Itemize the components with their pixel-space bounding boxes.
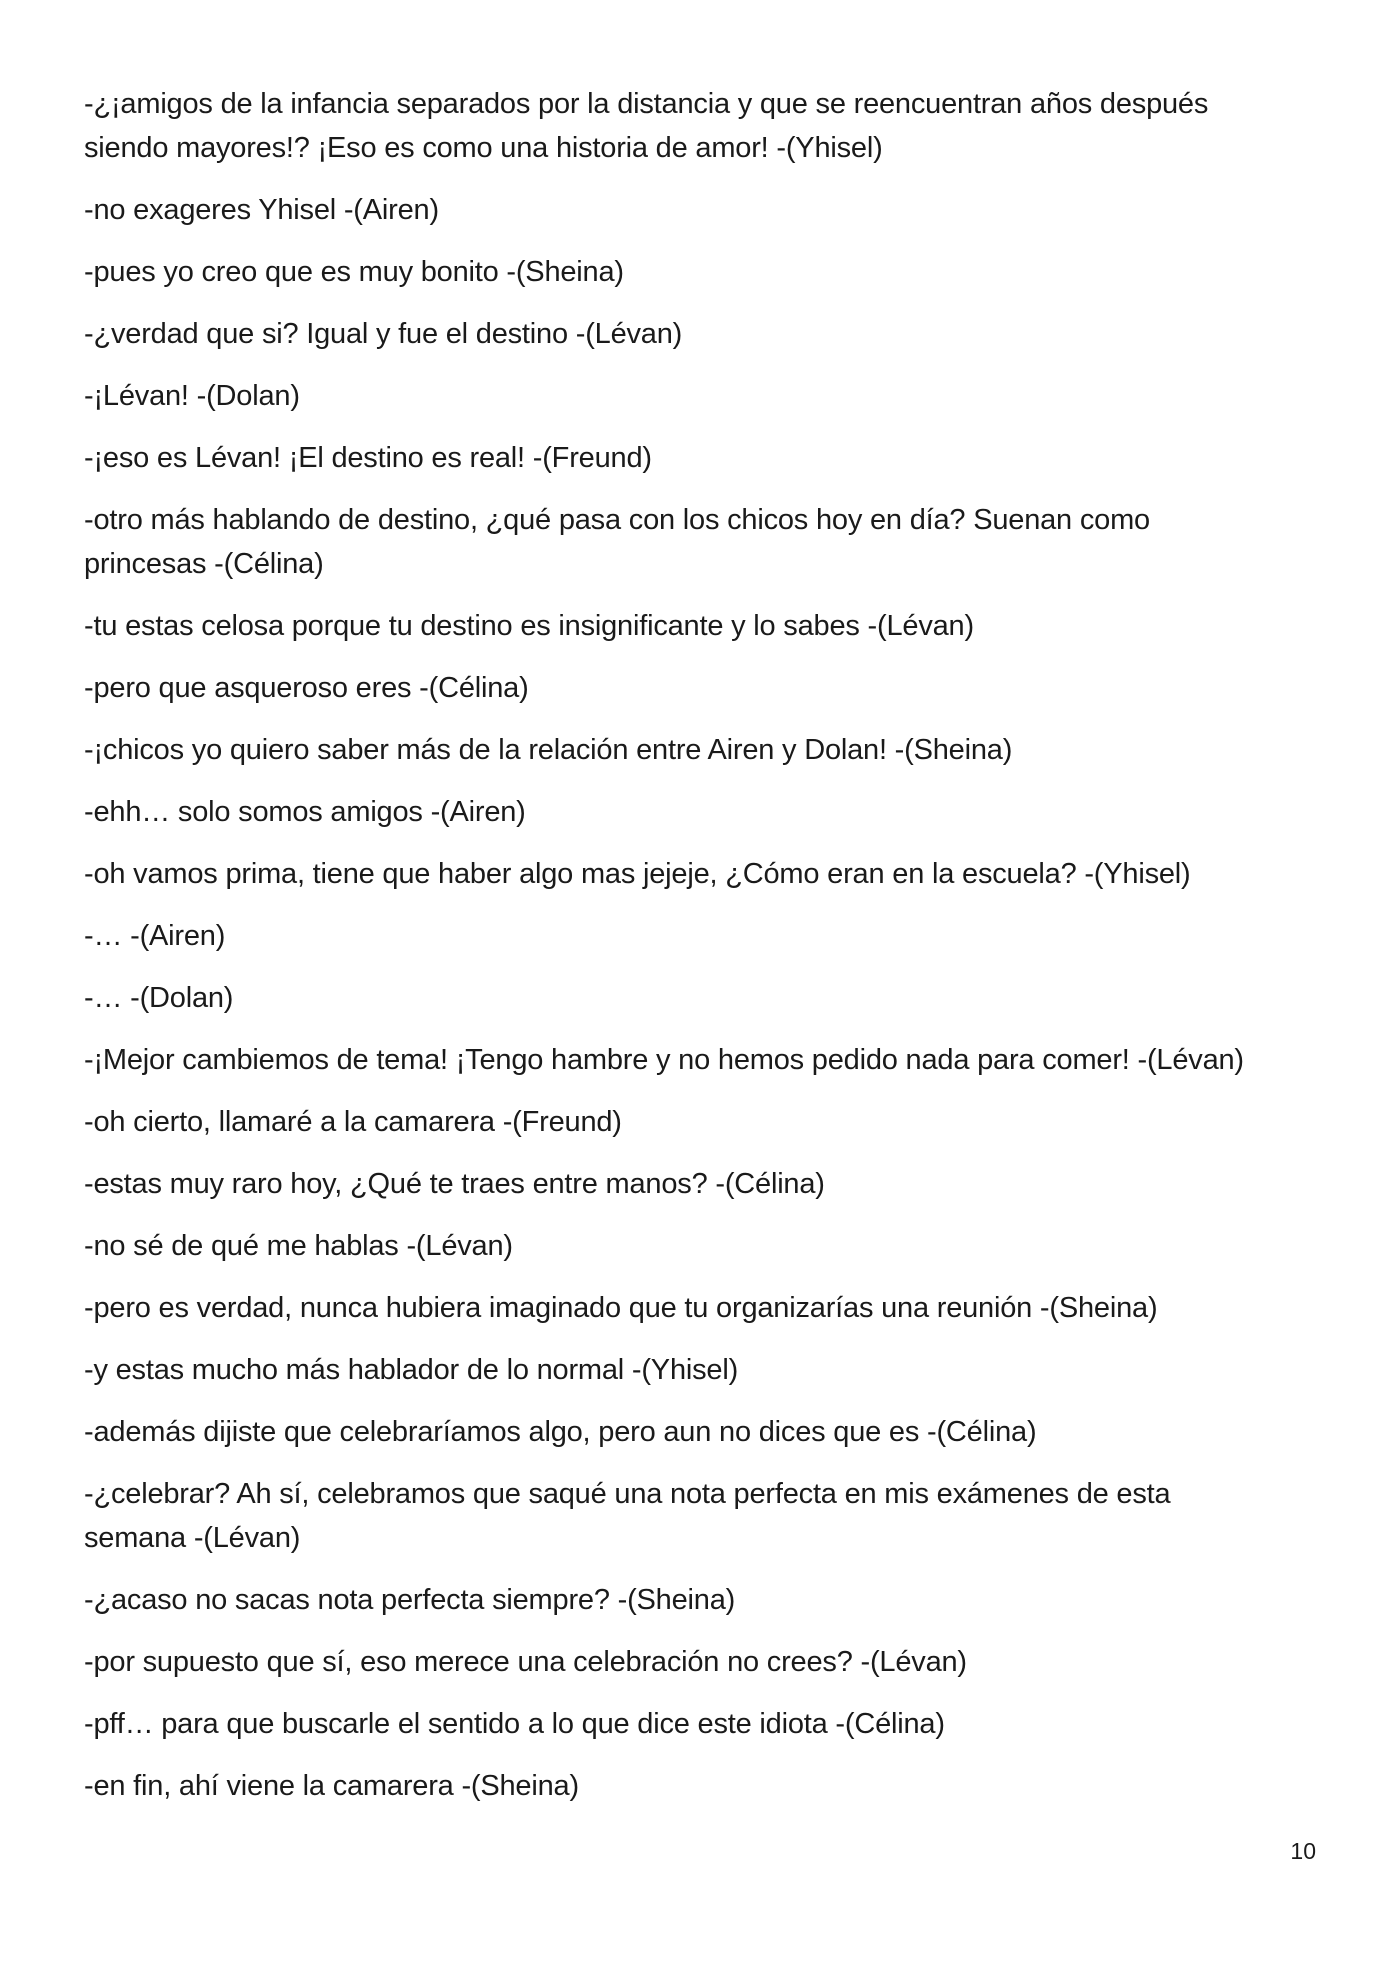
dialogue-line: -estas muy raro hoy, ¿Qué te traes entre manos? -(Célina) — [84, 1168, 825, 1200]
dialogue-line: -oh cierto, llamaré a la camarera -(Freund) — [84, 1106, 622, 1138]
dialogue-line: -¿acaso no sacas nota perfecta siempre? -(Sheina) — [84, 1584, 736, 1616]
dialogue-line: -¡Lévan! -(Dolan) — [84, 380, 300, 412]
dialogue-line: -¡chicos yo quiero saber más de la relación entre Airen y Dolan! -(Sheina) — [84, 734, 1013, 766]
dialogue-line: -pero que asqueroso eres -(Célina) — [84, 672, 529, 704]
dialogue-line: -¿¡amigos de la infancia separados por la distancia y que se reencuentran años después siendo mayores!? ¡Eso es como una historia de amor! -(Yhisel) — [84, 88, 1209, 164]
dialogue-line: -no exageres Yhisel -(Airen) — [84, 194, 439, 226]
dialogue-line: -¿celebrar? Ah sí, celebramos que saqué una nota perfecta en mis exámenes de esta semana -(Lévan) — [84, 1478, 1171, 1554]
dialogue-line: -¡eso es Lévan! ¡El destino es real! -(Freund) — [84, 442, 652, 474]
dialogue-line: -ehh… solo somos amigos -(Airen) — [84, 796, 526, 828]
dialogue-line: -… -(Airen) — [84, 920, 226, 952]
dialogue-line: -en fin, ahí viene la camarera -(Sheina) — [84, 1770, 579, 1802]
dialogue-line: -otro más hablando de destino, ¿qué pasa con los chicos hoy en día? Suenan como princesas -(Célina) — [84, 504, 1150, 580]
page-number: 10 — [1290, 1838, 1316, 1864]
dialogue-line: -pues yo creo que es muy bonito -(Sheina) — [84, 256, 624, 288]
dialogue-line: -pero es verdad, nunca hubiera imaginado que tu organizarías una reunión -(Sheina) — [84, 1292, 1158, 1324]
dialogue-body — [84, 82, 1324, 1826]
dialogue-line: -oh vamos prima, tiene que haber algo mas jejeje, ¿Cómo eran en la escuela? -(Yhisel) — [84, 858, 1191, 890]
dialogue-line: -tu estas celosa porque tu destino es insignificante y lo sabes -(Lévan) — [84, 610, 974, 642]
dialogue-line: -pff… para que buscarle el sentido a lo que dice este idiota -(Célina) — [84, 1708, 945, 1740]
dialogue-line: -¿verdad que si? Igual y fue el destino -(Lévan) — [84, 318, 683, 350]
dialogue-line: -y estas mucho más hablador de lo normal -(Yhisel) — [84, 1354, 739, 1386]
dialogue-line: -no sé de qué me hablas -(Lévan) — [84, 1230, 513, 1262]
dialogue-line: -por supuesto que sí, eso merece una celebración no crees? -(Lévan) — [84, 1646, 967, 1678]
dialogue-line: -¡Mejor cambiemos de tema! ¡Tengo hambre y no hemos pedido nada para comer! -(Lévan) — [84, 1044, 1244, 1076]
dialogue-line: -… -(Dolan) — [84, 982, 234, 1014]
dialogue-line: -además dijiste que celebraríamos algo, pero aun no dices que es -(Célina) — [84, 1416, 1037, 1448]
